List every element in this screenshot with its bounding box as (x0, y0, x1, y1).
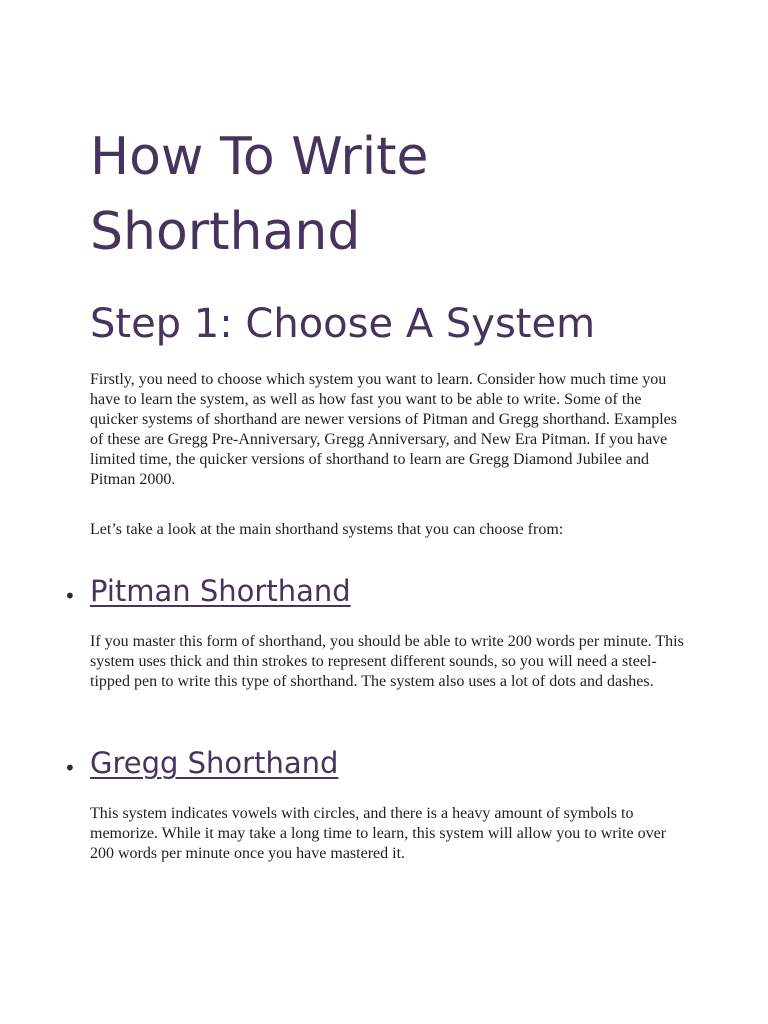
lead-in-paragraph: Let’s take a look at the main shorthand systems that you can choose from: (90, 521, 564, 538)
pitman-shorthand-link[interactable]: Pitman Shorthand (90, 574, 351, 608)
pitman-description: If you master this form of shorthand, you should be able to write 200 words per minute. This system uses thick and thin strokes to represent different sounds, so you will need a steel-tipped pen to write this type of shorthand. The system also uses a lot of dots and dashes. (90, 633, 684, 690)
gregg-shorthand-link[interactable]: Gregg Shorthand (90, 746, 339, 780)
intro-paragraph: Firstly, you need to choose which system you want to learn. Consider how much time you have to learn the system, as well as how fast you want to be able to write. Some of the quicker systems of shorthand are newer versions of Pitman and Gregg shorthand. Examples of these are Gregg Pre-Anniversary, Gregg Anniversary, and New Era Pitman. If you have limited time, the quicker versions of shorthand to learn are Gregg Diamond Jubilee and Pitman 2000. (90, 371, 677, 488)
bullet-icon: • (64, 584, 76, 608)
step-heading: Step 1: Choose A System (90, 301, 596, 347)
bullet-icon: • (64, 756, 76, 780)
page-title: How To Write Shorthand (90, 127, 429, 262)
gregg-description: This system indicates vowels with circles, and there is a heavy amount of symbols to memorize. While it may take a long time to learn, this system will allow you to write over 200 words per minute once you have mastered it. (90, 805, 667, 862)
